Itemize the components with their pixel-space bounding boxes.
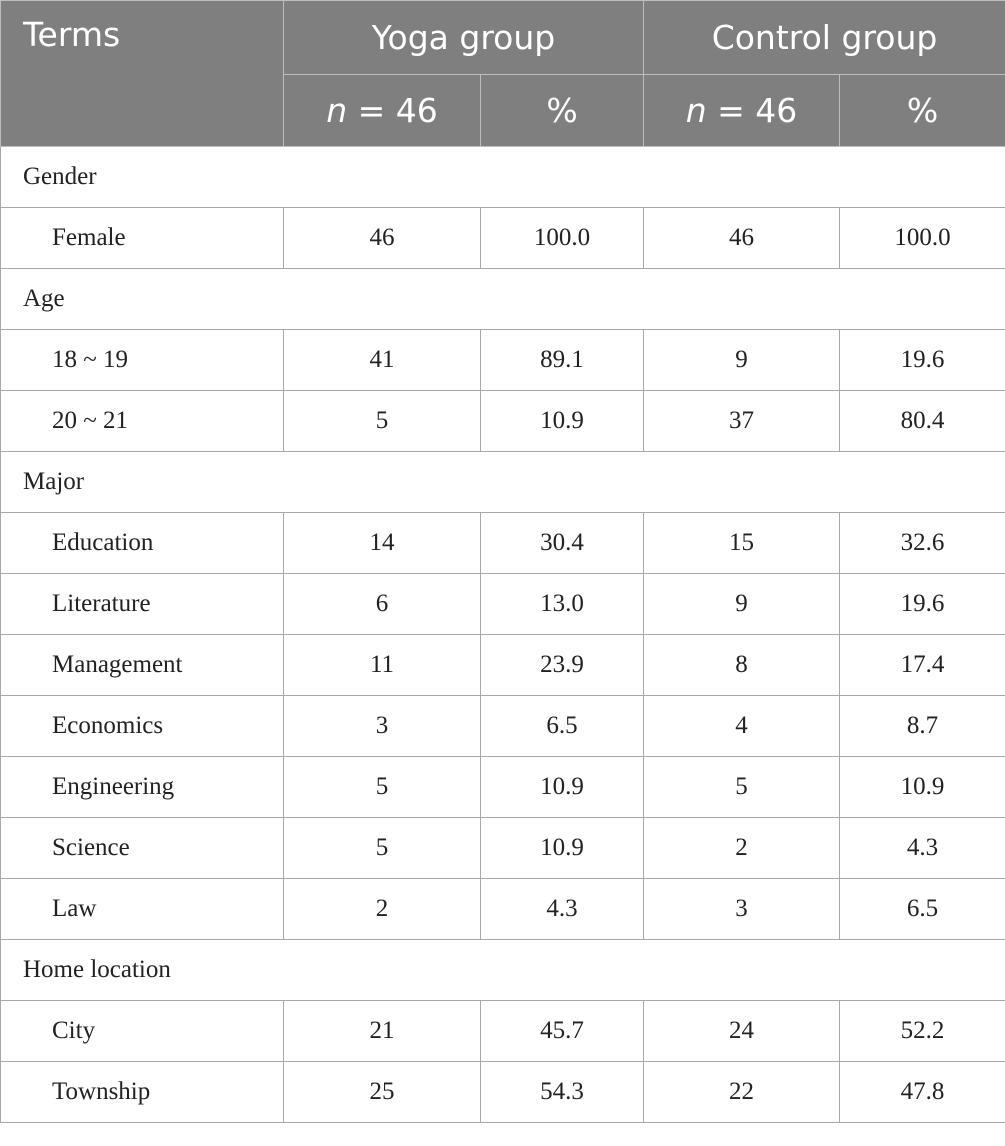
table-row — [1, 696, 1005, 757]
row-label: City — [1, 1001, 284, 1062]
section-title: Gender — [1, 147, 1005, 208]
yoga-percent-cell: 45.7 — [481, 1001, 644, 1062]
yoga-n-cell: 5 — [284, 818, 481, 879]
n-value: = 46 — [347, 91, 438, 130]
section-row — [1, 940, 1005, 1001]
yoga-percent-cell: 23.9 — [481, 635, 644, 696]
header-yoga-percent: % — [481, 75, 644, 147]
yoga-n-cell: 2 — [284, 879, 481, 940]
control-n-cell: 3 — [644, 879, 840, 940]
control-n-cell: 9 — [644, 330, 840, 391]
control-percent-cell: 19.6 — [840, 330, 1005, 391]
header-control-group: Control group — [644, 1, 1005, 75]
control-percent-cell: 6.5 — [840, 879, 1005, 940]
n-value: = 46 — [706, 91, 798, 130]
table-row — [1, 574, 1005, 635]
control-percent-cell: 4.3 — [840, 818, 1005, 879]
yoga-n-cell: 3 — [284, 696, 481, 757]
yoga-percent-cell: 10.9 — [481, 757, 644, 818]
table-row — [1, 757, 1005, 818]
row-label: Science — [1, 818, 284, 879]
row-label: 20 ~ 21 — [1, 391, 284, 452]
control-n-cell: 4 — [644, 696, 840, 757]
section-title: Major — [1, 452, 1005, 513]
control-n-cell: 8 — [644, 635, 840, 696]
section-row — [1, 452, 1005, 513]
section-row — [1, 269, 1005, 330]
yoga-percent-cell: 89.1 — [481, 330, 644, 391]
control-n-cell: 15 — [644, 513, 840, 574]
header-terms: Terms — [1, 1, 284, 147]
control-percent-cell: 32.6 — [840, 513, 1005, 574]
table-row — [1, 513, 1005, 574]
row-label: 18 ~ 19 — [1, 330, 284, 391]
yoga-n-cell: 11 — [284, 635, 481, 696]
control-n-cell: 5 — [644, 757, 840, 818]
control-percent-cell: 100.0 — [840, 208, 1005, 269]
yoga-percent-cell: 13.0 — [481, 574, 644, 635]
yoga-percent-cell: 6.5 — [481, 696, 644, 757]
header-row-groups — [1, 1, 1005, 75]
control-n-cell: 24 — [644, 1001, 840, 1062]
table-row — [1, 879, 1005, 940]
yoga-percent-cell: 4.3 — [481, 879, 644, 940]
control-percent-cell: 19.6 — [840, 574, 1005, 635]
row-label: Education — [1, 513, 284, 574]
header-yoga-group: Yoga group — [284, 1, 644, 75]
table-row — [1, 818, 1005, 879]
yoga-n-cell: 6 — [284, 574, 481, 635]
header-yoga-n — [284, 75, 481, 147]
section-row — [1, 147, 1005, 208]
yoga-percent-cell: 54.3 — [481, 1062, 644, 1123]
control-n-cell: 46 — [644, 208, 840, 269]
table-row — [1, 391, 1005, 452]
table-row — [1, 635, 1005, 696]
table-body — [1, 147, 1005, 1123]
row-label: Township — [1, 1062, 284, 1123]
control-percent-cell: 8.7 — [840, 696, 1005, 757]
yoga-n-cell: 5 — [284, 757, 481, 818]
row-label: Management — [1, 635, 284, 696]
control-percent-cell: 52.2 — [840, 1001, 1005, 1062]
yoga-n-cell: 41 — [284, 330, 481, 391]
row-label: Female — [1, 208, 284, 269]
header-control-percent: % — [840, 75, 1005, 147]
control-percent-cell: 10.9 — [840, 757, 1005, 818]
yoga-n-cell: 46 — [284, 208, 481, 269]
control-n-cell: 2 — [644, 818, 840, 879]
table-row — [1, 208, 1005, 269]
table-row — [1, 1001, 1005, 1062]
yoga-percent-cell: 10.9 — [481, 391, 644, 452]
row-label: Literature — [1, 574, 284, 635]
section-title: Home location — [1, 940, 1005, 1001]
yoga-percent-cell: 100.0 — [481, 208, 644, 269]
control-n-cell: 22 — [644, 1062, 840, 1123]
row-label: Engineering — [1, 757, 284, 818]
yoga-n-cell: 5 — [284, 391, 481, 452]
yoga-percent-cell: 30.4 — [481, 513, 644, 574]
control-percent-cell: 17.4 — [840, 635, 1005, 696]
control-percent-cell: 80.4 — [840, 391, 1005, 452]
table-row — [1, 330, 1005, 391]
control-n-cell: 9 — [644, 574, 840, 635]
yoga-n-cell: 25 — [284, 1062, 481, 1123]
header-control-n — [644, 75, 840, 147]
control-percent-cell: 47.8 — [840, 1062, 1005, 1123]
control-n-cell: 37 — [644, 391, 840, 452]
section-title: Age — [1, 269, 1005, 330]
row-label: Economics — [1, 696, 284, 757]
row-label: Law — [1, 879, 284, 940]
n-symbol: n — [685, 91, 707, 130]
yoga-n-cell: 14 — [284, 513, 481, 574]
table-header — [1, 1, 1005, 147]
yoga-percent-cell: 10.9 — [481, 818, 644, 879]
n-symbol: n — [326, 91, 348, 130]
table-row — [1, 1062, 1005, 1123]
yoga-n-cell: 21 — [284, 1001, 481, 1062]
